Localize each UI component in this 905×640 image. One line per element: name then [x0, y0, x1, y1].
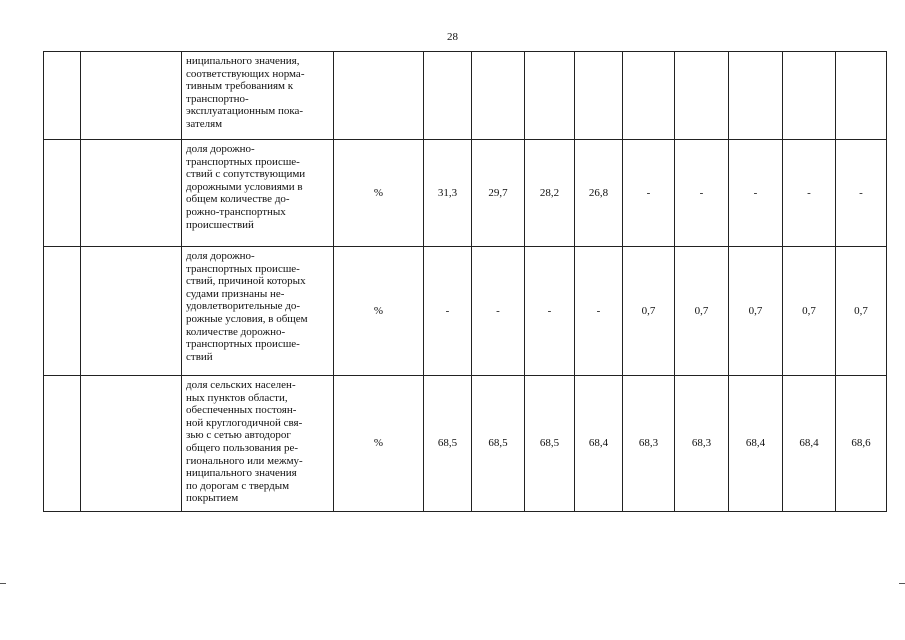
value-cell: - — [424, 247, 472, 376]
left-edge-mark — [0, 583, 6, 584]
value-cell — [575, 52, 623, 140]
indicator-name-cell: доля дорожно- транспортных происше- ствий с сопутствующими дорожными условиями в общем количестве до- рожно-транспортных происшествий — [182, 140, 334, 247]
value-cell: 68,5 — [424, 376, 472, 512]
value-cell: - — [575, 247, 623, 376]
value-cell — [836, 52, 887, 140]
value-cell: 0,7 — [729, 247, 783, 376]
value-cell: 28,2 — [525, 140, 575, 247]
indicator-name-cell: доля сельских населен- ных пунктов области, обеспеченных постоян- ной круглогодичной свя- зью с сетью автодорог общего пользования ре- гионального или межму- ниципального значения по дорогам с твердым покрытием — [182, 376, 334, 512]
unit-cell: % — [334, 247, 424, 376]
value-cell: 68,3 — [623, 376, 675, 512]
value-cell — [525, 52, 575, 140]
value-cell — [729, 52, 783, 140]
indicators-table — [43, 51, 887, 512]
row-number-cell — [44, 52, 81, 140]
value-cell: - — [525, 247, 575, 376]
value-cell: - — [623, 140, 675, 247]
row-number-cell — [44, 140, 81, 247]
program-cell — [81, 376, 182, 512]
unit-cell — [334, 52, 424, 140]
value-cell: 68,4 — [729, 376, 783, 512]
program-cell — [81, 140, 182, 247]
program-cell — [81, 247, 182, 376]
value-cell — [472, 52, 525, 140]
right-edge-mark — [899, 583, 905, 584]
value-cell — [783, 52, 836, 140]
table-row — [44, 247, 887, 376]
value-cell — [675, 52, 729, 140]
unit-cell: % — [334, 140, 424, 247]
indicator-name-cell: ниципального значения, соответствующих норма- тивным требованиям к транспортно- эксплуатационным пока- зателям — [182, 52, 334, 140]
value-cell: 68,4 — [783, 376, 836, 512]
value-cell: - — [836, 140, 887, 247]
table-row — [44, 52, 887, 140]
value-cell — [424, 52, 472, 140]
value-cell: 0,7 — [783, 247, 836, 376]
value-cell: 29,7 — [472, 140, 525, 247]
value-cell: 68,5 — [472, 376, 525, 512]
unit-cell: % — [334, 376, 424, 512]
value-cell: - — [675, 140, 729, 247]
row-number-cell — [44, 376, 81, 512]
value-cell: 0,7 — [623, 247, 675, 376]
value-cell: 31,3 — [424, 140, 472, 247]
value-cell: 68,5 — [525, 376, 575, 512]
value-cell: 0,7 — [675, 247, 729, 376]
table-row — [44, 140, 887, 247]
value-cell: 26,8 — [575, 140, 623, 247]
page-number: 28 — [447, 31, 458, 43]
value-cell: 68,4 — [575, 376, 623, 512]
table-row — [44, 376, 887, 512]
value-cell: 0,7 — [836, 247, 887, 376]
value-cell: - — [729, 140, 783, 247]
indicator-name-cell: доля дорожно- транспортных происше- ствий, причиной которых судами признаны не- удовлетворительные до- рожные условия, в общем количестве дорожно- транспортных происше- ствий — [182, 247, 334, 376]
value-cell: - — [472, 247, 525, 376]
row-number-cell — [44, 247, 81, 376]
value-cell: - — [783, 140, 836, 247]
program-cell — [81, 52, 182, 140]
value-cell: 68,3 — [675, 376, 729, 512]
value-cell: 68,6 — [836, 376, 887, 512]
value-cell — [623, 52, 675, 140]
